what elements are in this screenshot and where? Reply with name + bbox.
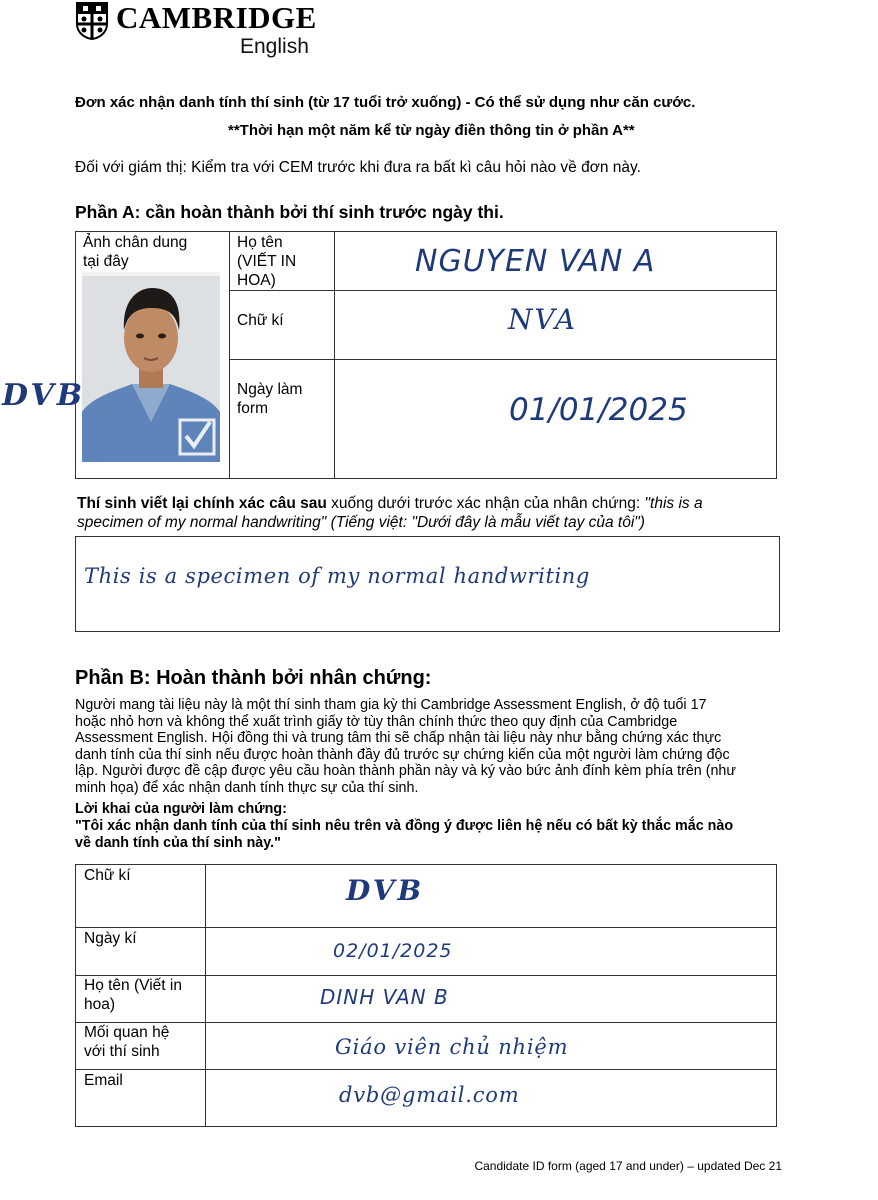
name-label: Họ tên (VIẾT IN HOA)	[237, 234, 297, 289]
declaration-text: "Tôi xác nhận danh tính của thí sinh nêu trên và đồng ý được liên hệ nếu có bất kỳ thắc mắc nào về danh tính của thí sinh này."	[75, 818, 734, 851]
candidate-photo	[82, 272, 220, 462]
witness-signature-value: DVB	[346, 874, 425, 907]
declaration-heading: Lời khai của người làm chứng:	[75, 801, 287, 817]
form-title: Đơn xác nhận danh tính thí sinh (từ 17 tuổi trở xuống) - Có thể sử dụng như căn cước.	[75, 94, 696, 111]
witness-name-label: Họ tên (Viết in hoa)	[84, 977, 182, 1013]
candidate-name-value: NGUYEN VAN A	[415, 244, 656, 279]
candidate-signature-value: NVA	[508, 303, 578, 336]
signature-label: Chữ kí	[237, 312, 284, 329]
handwriting-instruction: Thí sinh viết lại chính xác câu sau xuống dưới trước xác nhận của nhân chứng: "this is a specimen of my normal handwriting" (Tiếng việt: "Dưới đây là mẫu viết tay của tôi")	[77, 495, 703, 531]
witness-relation-value: Giáo viên chủ nhiệm	[335, 1035, 569, 1059]
invigilator-note: Đối với giám thị: Kiểm tra với CEM trước khi đưa ra bất kì câu hỏi nào về đơn này.	[75, 159, 641, 176]
handwriting-sample: This is a specimen of my normal handwriting	[84, 564, 590, 588]
witness-stamp-on-photo: DVB	[2, 378, 86, 413]
witness-date-label: Ngày kí	[84, 930, 137, 947]
witness-date-value: 02/01/2025	[333, 940, 453, 962]
logo-subtitle: English	[240, 35, 309, 58]
part-b-heading: Phần B: Hoàn thành bởi nhân chứng:	[75, 667, 432, 689]
validity-note: **Thời hạn một năm kể từ ngày điền thông tin ở phần A**	[228, 122, 635, 139]
logo-wordmark: CAMBRIDGE	[116, 0, 317, 35]
witness-name-value: DINH VAN B	[320, 985, 449, 1009]
witness-email-label: Email	[84, 1072, 123, 1089]
witness-relation-label: Mối quan hệ với thí sinh	[84, 1024, 170, 1060]
witness-signature-label: Chữ kí	[84, 867, 131, 884]
part-b-paragraph: Người mang tài liệu này là một thí sinh tham gia kỳ thi Cambridge Assessment English, ở độ tuổi 17 hoặc nhỏ hơn và không thể xuất trình giấy tờ tùy thân chính thức theo quy định của Cambridge Assessment English. Hội đồng thi và trung tâm thi sẽ chấp nhận tài liệu này như bằng chứng xác thực danh tính của thí sinh nếu được hoàn thành đầy đủ trước sự chứng kiến của một người làm chứng độc lập. Người được đề cập được yêu cầu hoàn thành phần này và ký vào bức ảnh đính kèm phía trên (như minh họa) để xác nhận danh tính thực sự của thí sinh.	[75, 697, 736, 796]
witness-email-value: dvb@gmail.com	[339, 1083, 520, 1107]
date-label: Ngày làm form	[237, 381, 303, 417]
form-date-value: 01/01/2025	[509, 392, 688, 428]
cambridge-crest-icon	[76, 2, 108, 40]
part-a-heading: Phần A: cần hoàn thành bởi thí sinh trước ngày thi.	[75, 202, 504, 222]
photo-label: Ảnh chân dung tại đây	[83, 234, 188, 270]
page-footer: Candidate ID form (aged 17 and under) – updated Dec 21	[474, 1159, 782, 1173]
